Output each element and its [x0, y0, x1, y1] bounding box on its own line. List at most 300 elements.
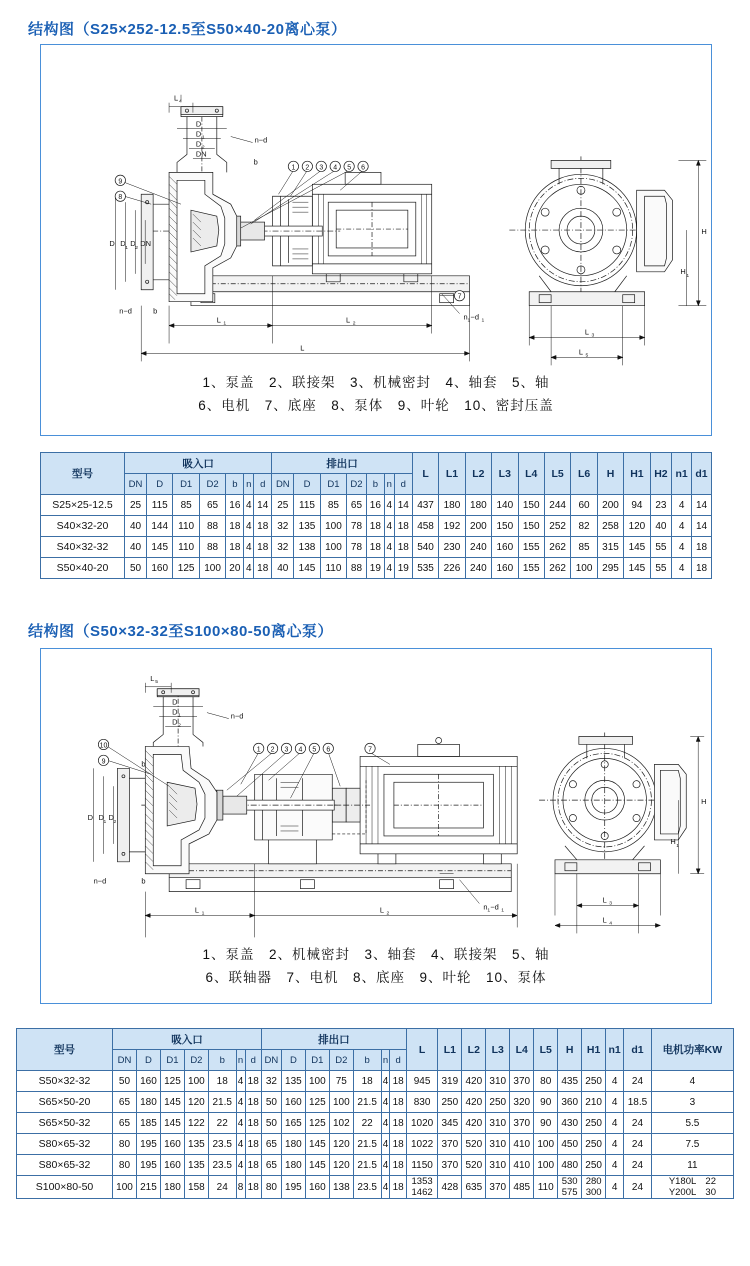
cell-inlet-dn: 65	[113, 1092, 137, 1113]
cell-inlet-b: 23.5	[208, 1134, 236, 1155]
table-1-body	[41, 495, 712, 579]
svg-text:2: 2	[305, 164, 310, 172]
header-L: L	[412, 453, 438, 495]
cell-outlet-d2: 120	[329, 1134, 353, 1155]
cell-inlet-d1: 160	[160, 1155, 184, 1176]
svg-text:L: L	[300, 343, 305, 353]
header-inlet-D: D	[147, 474, 173, 495]
header-L4: L4	[510, 1029, 534, 1071]
cell-L2: 420	[462, 1092, 486, 1113]
cell-L3: 310	[486, 1071, 510, 1092]
cell-outlet-dn: 32	[272, 537, 294, 558]
header-n1: n1	[606, 1029, 624, 1071]
cell-inlet-n: 4	[236, 1071, 245, 1092]
cell-outlet-b: 21.5	[353, 1155, 381, 1176]
cell-H2: 55	[650, 537, 672, 558]
cell-L: 458	[412, 516, 438, 537]
cell-model: S80×65-32	[17, 1155, 113, 1176]
cell-outlet-d: 165	[281, 1113, 305, 1134]
cell-outlet-d1: 160	[305, 1176, 329, 1199]
header-H: H	[558, 1029, 582, 1071]
cell-outlet-b: 18	[366, 516, 384, 537]
header-outlet-DN: DN	[261, 1050, 281, 1071]
cell-outlet-dd: 18	[390, 1113, 406, 1134]
cell-L4: 155	[518, 558, 544, 579]
cell-n1: 4	[606, 1071, 624, 1092]
cell-outlet-n: 4	[381, 1113, 390, 1134]
header-outlet-D: D	[294, 474, 320, 495]
svg-text:L: L	[379, 905, 385, 915]
cell-outlet-b: 22	[353, 1113, 381, 1134]
diagram-2-legend	[41, 943, 711, 989]
cell-outlet-n: 4	[381, 1092, 390, 1113]
svg-text:1: 1	[481, 318, 485, 324]
cell-L2: 240	[465, 558, 491, 579]
cell-L2: 420	[462, 1113, 486, 1134]
cell-n1: 4	[672, 537, 692, 558]
header-outlet-DN: DN	[272, 474, 294, 495]
cell-outlet-d2: 78	[347, 537, 367, 558]
cell-inlet-d2: 120	[184, 1092, 208, 1113]
svg-text:1: 1	[686, 273, 690, 279]
svg-text:L: L	[216, 315, 221, 325]
cell-L5: 80	[534, 1071, 558, 1092]
header-L3: L3	[486, 1029, 510, 1071]
svg-text:1: 1	[103, 820, 107, 826]
cell-H: 258	[597, 516, 623, 537]
cell-inlet-dn: 25	[125, 495, 147, 516]
cell-L5: 90	[534, 1092, 558, 1113]
cell-inlet-dd: 18	[254, 516, 272, 537]
legend-line-1: 1、泵盖 2、机械密封 3、轴套 4、联接架 5、轴	[202, 947, 550, 962]
header-inlet-d: d	[254, 474, 272, 495]
cell-L4: 150	[518, 516, 544, 537]
svg-text:8: 8	[118, 194, 123, 202]
table-2-head	[17, 1029, 734, 1071]
cell-outlet-b: 16	[366, 495, 384, 516]
cell-L5: 100	[534, 1155, 558, 1176]
cell-inlet-b: 24	[208, 1176, 236, 1199]
legend-line-2: 6、电机 7、底座 8、泵体 9、叶轮 10、密封压盖	[198, 398, 554, 413]
svg-text:10: 10	[99, 742, 108, 750]
cell-outlet-b: 18	[353, 1071, 381, 1092]
cell-H: 480	[558, 1155, 582, 1176]
cell-outlet-b: 19	[366, 558, 384, 579]
cell-outlet-n: 4	[384, 558, 394, 579]
cell-H: 450	[558, 1134, 582, 1155]
cell-outlet-d1: 125	[305, 1113, 329, 1134]
cell-power: 5.5	[651, 1113, 733, 1134]
table-row	[41, 558, 712, 579]
header-L1: L1	[439, 453, 465, 495]
cell-L1: 230	[439, 537, 465, 558]
cell-L5: 262	[544, 537, 570, 558]
cell-inlet-b: 16	[226, 495, 244, 516]
svg-text:H: H	[701, 797, 707, 807]
cell-L4: 410	[510, 1155, 534, 1176]
cell-inlet-dd: 18	[245, 1155, 261, 1176]
cell-outlet-d1: 145	[305, 1155, 329, 1176]
cell-inlet-n: 4	[236, 1155, 245, 1176]
cell-inlet-d2: 122	[184, 1113, 208, 1134]
cell-outlet-d: 160	[281, 1092, 305, 1113]
cell-d1: 24	[624, 1071, 652, 1092]
cell-L1: 370	[438, 1134, 462, 1155]
cell-L: 830	[406, 1092, 438, 1113]
svg-text:3: 3	[319, 164, 324, 172]
cell-H1: 145	[624, 537, 650, 558]
cell-L6: 60	[571, 495, 597, 516]
svg-text:H: H	[680, 266, 686, 276]
svg-text:H: H	[670, 836, 676, 846]
header-inlet: 吸入口	[113, 1029, 262, 1050]
cell-outlet-n: 4	[384, 516, 394, 537]
cell-outlet-d: 138	[294, 537, 320, 558]
cell-outlet-d2: 138	[329, 1176, 353, 1199]
cell-inlet-dn: 100	[113, 1176, 137, 1199]
svg-text:1: 1	[256, 746, 261, 754]
cell-H2: 40	[650, 516, 672, 537]
cell-L5: 100	[534, 1134, 558, 1155]
cell-inlet-dn: 40	[125, 516, 147, 537]
cell-inlet-b: 18	[226, 516, 244, 537]
cell-d1: 18	[692, 558, 712, 579]
cell-H1: 250	[582, 1071, 606, 1092]
svg-text:−d: −d	[470, 312, 480, 322]
table-1-head	[41, 453, 712, 495]
svg-text:6: 6	[326, 746, 331, 754]
cell-power: 11	[651, 1155, 733, 1176]
cell-inlet-b: 22	[208, 1113, 236, 1134]
cell-outlet-d1: 125	[305, 1092, 329, 1113]
cell-inlet-dn: 40	[125, 537, 147, 558]
svg-text:D: D	[130, 238, 136, 248]
svg-text:L: L	[346, 315, 351, 325]
cell-H: 360	[558, 1092, 582, 1113]
cell-model: S65×50-20	[17, 1092, 113, 1113]
cell-d1: 18.5	[624, 1092, 652, 1113]
cell-model: S100×80-50	[17, 1176, 113, 1199]
header-L6: L6	[571, 453, 597, 495]
cell-inlet-n: 4	[244, 558, 254, 579]
cell-L6: 82	[571, 516, 597, 537]
cell-inlet-n: 8	[236, 1176, 245, 1199]
svg-text:D: D	[109, 238, 115, 248]
cell-n1: 4	[672, 516, 692, 537]
cell-outlet-n: 4	[381, 1155, 390, 1176]
header-outlet-D1: D1	[320, 474, 346, 495]
section-2-title: 结构图（S50×32-32至S100×80-50离心泵）	[28, 623, 333, 640]
table-1-header-row-1	[41, 453, 712, 474]
cell-inlet-dn: 50	[113, 1071, 137, 1092]
header-L4: L4	[518, 453, 544, 495]
cell-outlet-n: 4	[381, 1176, 390, 1199]
cell-H1: 145	[624, 558, 650, 579]
cell-outlet-dd: 18	[394, 537, 412, 558]
cell-L	[406, 1176, 438, 1199]
header-outlet: 排出口	[261, 1029, 406, 1050]
header-outlet-b: b	[366, 474, 384, 495]
cell-d1: 24	[624, 1176, 652, 1199]
cell-model: S40×32-32	[41, 537, 125, 558]
cell-inlet-d1: 85	[173, 495, 199, 516]
header-L5: L5	[534, 1029, 558, 1071]
cell-inlet-d: 180	[136, 1092, 160, 1113]
cell-inlet-d2: 100	[184, 1071, 208, 1092]
cell-H: 315	[597, 537, 623, 558]
cell-outlet-dd: 18	[394, 516, 412, 537]
cell-inlet-n: 4	[244, 495, 254, 516]
cell-outlet-d: 180	[281, 1155, 305, 1176]
legend-line-1: 1、泵盖 2、联接架 3、机械密封 4、轴套 5、轴	[202, 375, 550, 390]
spec-table-1	[40, 452, 712, 579]
table-row	[17, 1092, 734, 1113]
svg-text:2: 2	[270, 746, 275, 754]
header-H1: H1	[582, 1029, 606, 1071]
svg-text:2: 2	[113, 820, 117, 826]
cell-inlet-dd: 18	[245, 1176, 261, 1199]
cell-outlet-dd: 18	[390, 1176, 406, 1199]
svg-text:L: L	[602, 895, 607, 905]
svg-text:1: 1	[676, 843, 680, 849]
svg-text:D: D	[195, 119, 202, 129]
cell-outlet-b: 21.5	[353, 1092, 381, 1113]
cell-outlet-d1: 110	[320, 558, 346, 579]
svg-text:L: L	[150, 673, 155, 683]
cell-inlet-dd: 18	[254, 537, 272, 558]
cell-inlet-n: 4	[236, 1092, 245, 1113]
header-inlet-D: D	[136, 1050, 160, 1071]
cell-outlet-d2: 100	[329, 1092, 353, 1113]
cell-L1: 192	[439, 516, 465, 537]
cell-L2: 520	[462, 1155, 486, 1176]
cell-outlet-d2: 65	[347, 495, 367, 516]
cell-inlet-d: 145	[147, 537, 173, 558]
cell-outlet-n: 4	[381, 1071, 390, 1092]
svg-text:1: 1	[223, 321, 227, 327]
cell-inlet-d2: 88	[199, 516, 225, 537]
cell-H1: 250	[582, 1155, 606, 1176]
cell-H-text: 530 575	[561, 1176, 578, 1198]
cell-H1: 250	[582, 1134, 606, 1155]
cell-outlet-d: 180	[281, 1134, 305, 1155]
svg-text:7: 7	[368, 746, 372, 754]
cell-outlet-d2: 120	[329, 1155, 353, 1176]
cell-inlet-dd: 18	[245, 1071, 261, 1092]
cell-outlet-dd: 18	[390, 1071, 406, 1092]
section-1-title: 结构图（S25×252-12.5至S50×40-20离心泵）	[28, 21, 347, 38]
svg-text:DN: DN	[140, 238, 151, 248]
cell-H1: 94	[624, 495, 650, 516]
cell-d1: 18	[692, 537, 712, 558]
cell-inlet-d: 195	[136, 1155, 160, 1176]
table-row	[41, 537, 712, 558]
cell-L2: 180	[465, 495, 491, 516]
cell-outlet-dd: 19	[394, 558, 412, 579]
cell-power: 7.5	[651, 1134, 733, 1155]
cell-outlet-dn: 32	[272, 516, 294, 537]
svg-text:3: 3	[591, 333, 595, 339]
svg-text:DN: DN	[195, 149, 207, 159]
svg-text:D: D	[87, 813, 94, 823]
cell-L3: 150	[492, 516, 518, 537]
cell-inlet-d: 195	[136, 1134, 160, 1155]
cell-L: 1150	[406, 1155, 438, 1176]
cell-L1: 345	[438, 1113, 462, 1134]
header-L2: L2	[462, 1029, 486, 1071]
header-outlet: 排出口	[272, 453, 413, 474]
cell-n1: 4	[606, 1155, 624, 1176]
svg-text:3: 3	[609, 901, 613, 907]
cell-power: 3	[651, 1092, 733, 1113]
cell-inlet-dn: 65	[113, 1113, 137, 1134]
cell-inlet-d: 215	[136, 1176, 160, 1199]
cell-inlet-d1: 110	[173, 537, 199, 558]
header-inlet-D1: D1	[173, 474, 199, 495]
cell-n1: 4	[606, 1113, 624, 1134]
cell-inlet-d2: 135	[184, 1134, 208, 1155]
svg-text:L: L	[578, 347, 584, 357]
cell-L1: 370	[438, 1155, 462, 1176]
cell-L6: 100	[571, 558, 597, 579]
cell-outlet-dn: 32	[261, 1071, 281, 1092]
cell-L1: 428	[438, 1176, 462, 1199]
table-row	[17, 1176, 734, 1199]
svg-text:5: 5	[312, 746, 317, 754]
cell-inlet-dd: 18	[245, 1092, 261, 1113]
cell-L2: 420	[462, 1071, 486, 1092]
header-H1: H1	[624, 453, 650, 495]
svg-text:5: 5	[155, 679, 159, 685]
cell-outlet-dn: 25	[272, 495, 294, 516]
cell-L: 1022	[406, 1134, 438, 1155]
cell-outlet-d2: 75	[329, 1071, 353, 1092]
cell-power: 4	[651, 1071, 733, 1092]
header-outlet-D: D	[281, 1050, 305, 1071]
cell-L3: 310	[486, 1155, 510, 1176]
cell-L4: 370	[510, 1071, 534, 1092]
cell-H: 200	[597, 495, 623, 516]
cell-outlet-b: 18	[366, 537, 384, 558]
cell-inlet-dd: 18	[245, 1113, 261, 1134]
header-inlet-d: d	[245, 1050, 261, 1071]
structure-diagram-2	[40, 648, 712, 1004]
cell-inlet-d: 144	[147, 516, 173, 537]
header-n1: n1	[672, 453, 692, 495]
cell-outlet-d1: 100	[320, 537, 346, 558]
cell-inlet-d1: 180	[160, 1176, 184, 1199]
cell-d1: 24	[624, 1134, 652, 1155]
table-row	[17, 1155, 734, 1176]
cell-inlet-d: 115	[147, 495, 173, 516]
cell-outlet-d: 135	[294, 516, 320, 537]
cell-inlet-d2: 135	[184, 1155, 208, 1176]
cell-L5: 244	[544, 495, 570, 516]
cell-outlet-d2: 88	[347, 558, 367, 579]
svg-text:b: b	[141, 759, 146, 769]
cell-H: 430	[558, 1113, 582, 1134]
header-outlet-D2: D2	[329, 1050, 353, 1071]
cell-H2: 55	[650, 558, 672, 579]
cell-L5: 110	[534, 1176, 558, 1199]
cell-model: S65×50-32	[17, 1113, 113, 1134]
cell-L: 535	[412, 558, 438, 579]
cell-inlet-b: 18	[226, 537, 244, 558]
svg-text:4: 4	[298, 746, 303, 754]
cell-outlet-dn: 50	[261, 1113, 281, 1134]
cell-outlet-d: 115	[294, 495, 320, 516]
cell-L1: 180	[439, 495, 465, 516]
cell-L-text: 1353 1462	[411, 1176, 433, 1198]
svg-text:5: 5	[585, 353, 589, 359]
svg-text:2: 2	[178, 723, 181, 729]
header-inlet-D2: D2	[199, 474, 225, 495]
header-outlet-n: n	[381, 1050, 390, 1071]
svg-text:D: D	[172, 697, 178, 707]
svg-text:1: 1	[201, 135, 205, 141]
cell-outlet-dn: 80	[261, 1176, 281, 1199]
cell-outlet-dn: 50	[261, 1092, 281, 1113]
cell-model: S40×32-20	[41, 516, 125, 537]
cell-inlet-d1: 145	[160, 1092, 184, 1113]
cell-outlet-n: 4	[384, 495, 394, 516]
cell-inlet-dn: 80	[113, 1134, 137, 1155]
cell-L3: 250	[486, 1092, 510, 1113]
legend-line-2: 6、联轴器 7、电机 8、底座 9、叶轮 10、泵体	[205, 970, 547, 985]
cell-L4: 150	[518, 495, 544, 516]
cell-H: 435	[558, 1071, 582, 1092]
cell-model: S50×40-20	[41, 558, 125, 579]
cell-H: 295	[597, 558, 623, 579]
header-inlet-b: b	[226, 474, 244, 495]
header-L5: L5	[544, 453, 570, 495]
cell-inlet-dd: 18	[245, 1134, 261, 1155]
svg-text:D: D	[195, 139, 202, 149]
header-outlet-D2: D2	[347, 474, 367, 495]
svg-text:D: D	[172, 717, 178, 727]
header-inlet-b: b	[208, 1050, 236, 1071]
cell-L3: 160	[492, 537, 518, 558]
cell-L5: 90	[534, 1113, 558, 1134]
header-inlet-D2: D2	[184, 1050, 208, 1071]
svg-text:4: 4	[609, 921, 613, 927]
cell-inlet-d2: 158	[184, 1176, 208, 1199]
table-row	[41, 516, 712, 537]
svg-text:H: H	[701, 227, 707, 237]
cell-L4: 410	[510, 1134, 534, 1155]
header-L: L	[406, 1029, 438, 1071]
cell-outlet-d1: 145	[305, 1134, 329, 1155]
cell-n1: 4	[672, 558, 692, 579]
svg-text:1: 1	[501, 908, 505, 914]
cell-d1: 14	[692, 495, 712, 516]
cell-H1-text: 280 300	[585, 1176, 602, 1198]
header-L3: L3	[492, 453, 518, 495]
header-outlet-d: d	[394, 474, 412, 495]
table-row	[17, 1113, 734, 1134]
cell-d1: 14	[692, 516, 712, 537]
svg-text:2: 2	[201, 145, 205, 151]
cell-outlet-d2: 78	[347, 516, 367, 537]
table-row	[17, 1071, 734, 1092]
svg-text:−d: −d	[490, 902, 499, 912]
cell-outlet-dd: 14	[394, 495, 412, 516]
cell-inlet-d1: 110	[173, 516, 199, 537]
svg-text:4: 4	[179, 99, 182, 105]
table-row	[17, 1134, 734, 1155]
cell-L5: 262	[544, 558, 570, 579]
svg-text:b: b	[141, 876, 146, 886]
